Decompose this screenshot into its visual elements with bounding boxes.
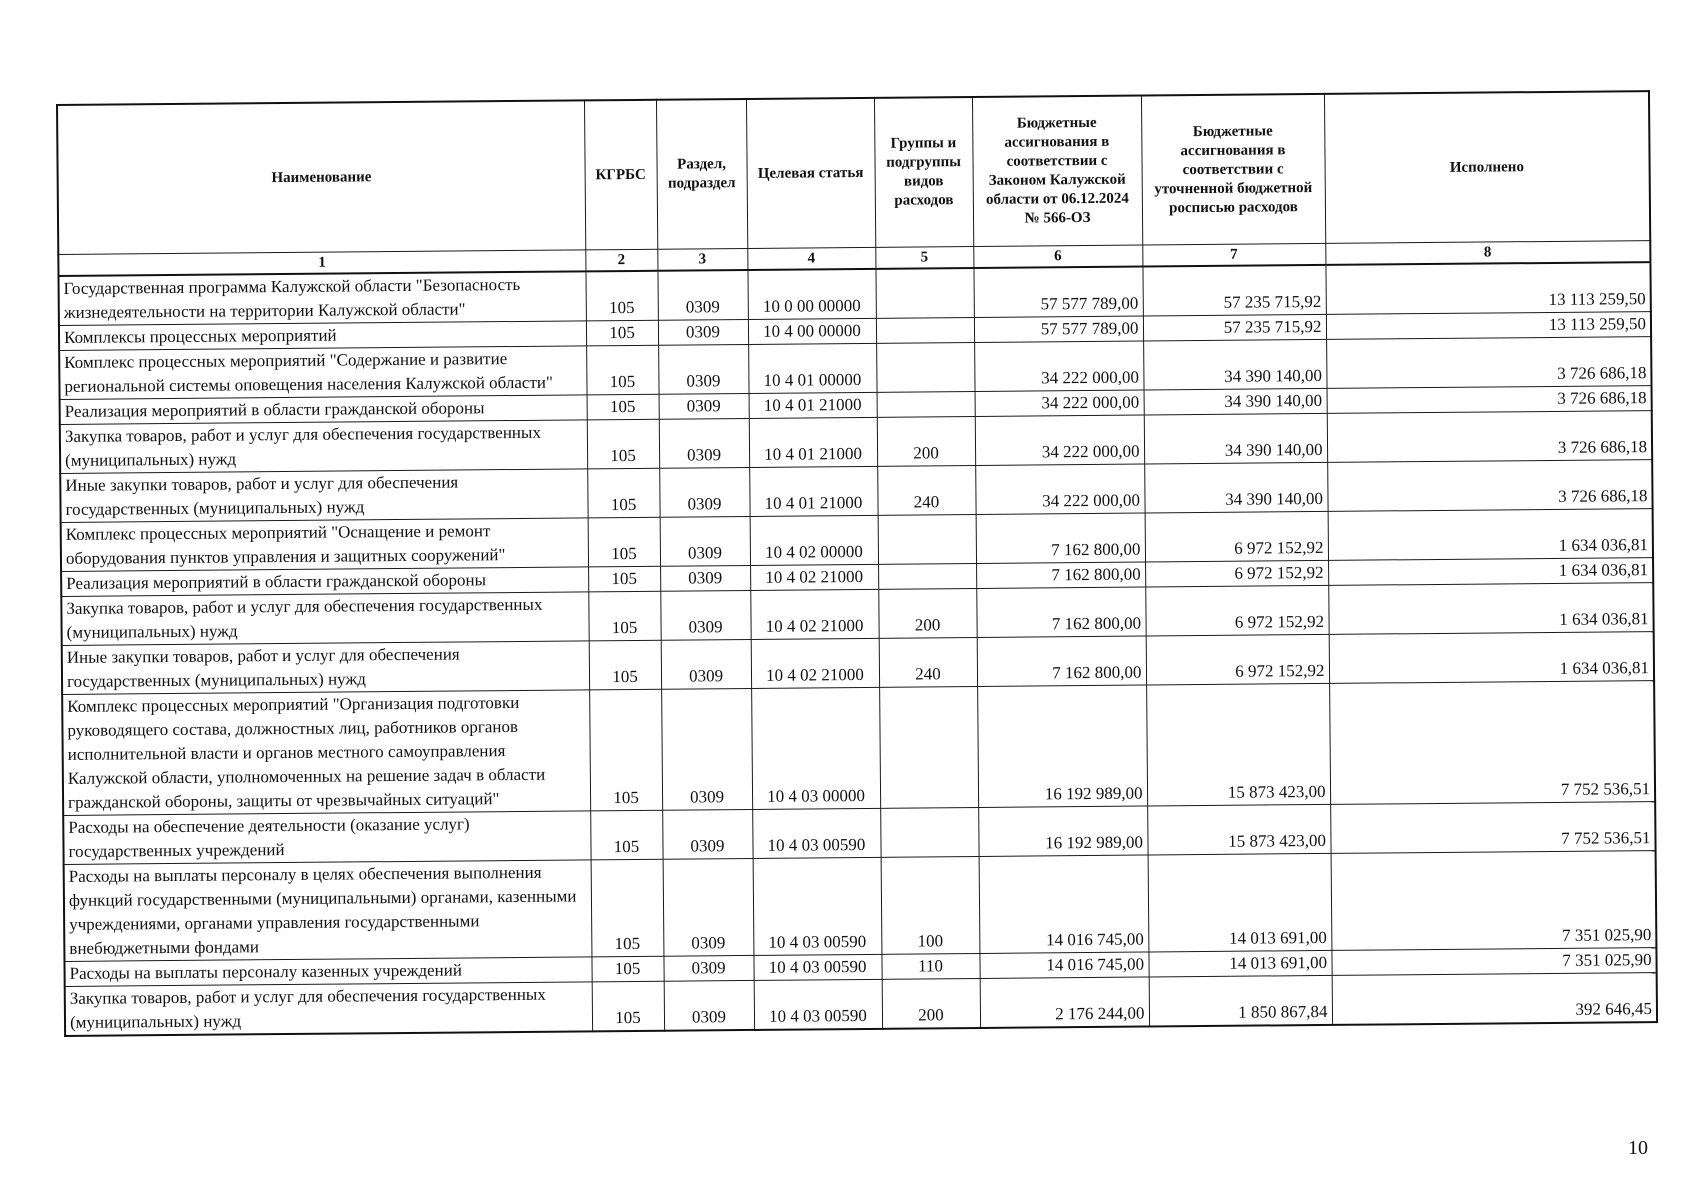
row-name: Комплекс процессных мероприятий "Оснащение и ремонт оборудования пунктов управления и защитных сооружений" <box>61 518 588 572</box>
row-target: 10 4 03 00000 <box>751 687 880 809</box>
budget-table <box>56 90 1658 1037</box>
row-law-amount: 7 162 800,00 <box>977 636 1146 686</box>
header-groups: Группы и подгруппы видов расходов <box>874 97 973 247</box>
row-refined-amount: 6 972 152,92 <box>1145 511 1328 562</box>
row-kgrbs: 105 <box>587 468 659 518</box>
budget-report-sheet <box>56 90 1656 1037</box>
row-group: 200 <box>882 978 980 1028</box>
column-number: 1 <box>58 250 585 276</box>
row-executed-amount: 7 752 536,51 <box>1329 681 1655 805</box>
row-kgrbs: 105 <box>588 517 660 567</box>
header-row <box>57 91 1650 254</box>
column-number: 7 <box>1142 243 1325 266</box>
row-law-amount: 7 162 800,00 <box>976 513 1145 563</box>
row-law-amount: 2 176 244,00 <box>980 977 1149 1028</box>
row-kgrbs: 105 <box>591 956 663 982</box>
row-name: Реализация мероприятий в области гражданской обороны <box>60 395 587 425</box>
row-law-amount: 16 192 989,00 <box>978 806 1147 856</box>
row-target: 10 4 03 00590 <box>754 979 882 1030</box>
row-section: 0309 <box>660 590 750 640</box>
column-number: 2 <box>585 249 657 271</box>
row-section: 0309 <box>659 418 749 468</box>
row-executed-amount: 392 646,45 <box>1332 973 1657 1025</box>
row-law-amount: 14 016 745,00 <box>979 952 1148 978</box>
row-kgrbs: 105 <box>592 981 664 1031</box>
header-target: Целевая статья <box>746 98 875 249</box>
row-section: 0309 <box>660 516 750 566</box>
row-name: Расходы на обеспечение деятельности (оказание услуг) государственных учреждений <box>63 811 590 865</box>
column-number: 3 <box>657 248 747 270</box>
row-executed-amount: 1 634 036,81 <box>1329 632 1654 684</box>
row-law-amount: 7 162 800,00 <box>976 562 1145 588</box>
row-law-amount: 57 577 789,00 <box>973 267 1142 318</box>
row-refined-amount: 34 390 140,00 <box>1144 413 1327 464</box>
row-target: 10 4 03 00590 <box>752 808 880 858</box>
row-refined-amount: 57 235 715,92 <box>1143 314 1326 341</box>
row-group <box>878 514 976 564</box>
row-law-amount: 14 016 745,00 <box>979 855 1149 953</box>
table-header <box>57 91 1650 276</box>
row-law-amount: 57 577 789,00 <box>974 316 1143 342</box>
row-section: 0309 <box>661 688 752 810</box>
row-executed-amount: 13 113 259,50 <box>1325 262 1650 314</box>
table-body <box>59 262 1658 1036</box>
row-group <box>878 563 976 589</box>
row-group <box>877 391 975 417</box>
row-executed-amount: 7 752 536,51 <box>1330 802 1655 854</box>
column-number: 8 <box>1325 241 1650 265</box>
column-number: 4 <box>747 247 875 270</box>
row-name: Иные закупки товаров, работ и услуг для обеспечения государственных (муниципальных) нужд <box>60 469 587 523</box>
row-section: 0309 <box>658 319 748 345</box>
row-executed-amount: 3 726 686,18 <box>1327 411 1652 463</box>
row-target: 10 4 02 21000 <box>750 564 878 590</box>
row-law-amount: 16 192 989,00 <box>977 685 1147 807</box>
row-kgrbs: 105 <box>589 689 662 811</box>
row-law-amount: 34 222 000,00 <box>975 464 1144 514</box>
row-executed-amount: 7 351 025,90 <box>1331 948 1656 976</box>
row-group <box>879 686 978 808</box>
row-refined-amount: 34 390 140,00 <box>1144 462 1327 513</box>
row-refined-amount: 14 013 691,00 <box>1148 950 1331 977</box>
header-kgrbs: КГРБС <box>584 100 657 250</box>
row-law-amount: 34 222 000,00 <box>974 341 1143 391</box>
header-law: Бюджетные ассигнования в соответствии с Законом Калужской области от 06.12.2024 № 566-ОЗ <box>972 96 1142 247</box>
column-number: 5 <box>875 247 973 269</box>
row-refined-amount: 6 972 152,92 <box>1146 634 1329 685</box>
row-law-amount: 34 222 000,00 <box>975 390 1144 416</box>
row-section: 0309 <box>660 565 750 591</box>
row-executed-amount: 3 726 686,18 <box>1326 337 1651 389</box>
row-name: Закупка товаров, работ и услуг для обеспечения государственных (муниципальных) нужд <box>65 982 592 1036</box>
row-kgrbs: 105 <box>585 271 657 321</box>
row-refined-amount: 1 850 867,84 <box>1149 975 1332 1026</box>
row-target: 10 4 03 00590 <box>753 954 881 980</box>
page-number: 10 <box>1628 1137 1648 1159</box>
row-group: 200 <box>878 588 976 638</box>
row-section: 0309 <box>661 639 751 689</box>
row-target: 10 4 01 00000 <box>748 343 876 393</box>
row-kgrbs: 105 <box>588 591 660 641</box>
row-refined-amount: 6 972 152,92 <box>1145 585 1328 636</box>
row-name: Закупка товаров, работ и услуг для обеспечения государственных (муниципальных) нужд <box>61 592 588 646</box>
table-row <box>62 681 1655 816</box>
row-kgrbs: 105 <box>589 640 661 690</box>
row-section: 0309 <box>659 467 749 517</box>
row-group: 200 <box>877 416 975 466</box>
row-target: 10 4 03 00590 <box>753 857 882 955</box>
row-name: Расходы на выплаты персоналу казенных учреждений <box>64 957 591 987</box>
row-group: 240 <box>877 465 975 515</box>
row-kgrbs: 105 <box>587 394 659 420</box>
row-target: 10 4 00 00000 <box>748 318 876 344</box>
row-refined-amount: 15 873 423,00 <box>1146 683 1330 806</box>
column-number: 6 <box>973 245 1142 268</box>
row-section: 0309 <box>664 980 754 1030</box>
row-target: 10 4 01 21000 <box>749 466 877 516</box>
row-name: Расходы на выплаты персоналу в целях обеспечения выполнения функций государственными (муниципальными) органами, казенными учреждениями, органами управления государственными внебюджетными фондами <box>64 860 592 962</box>
row-executed-amount: 3 726 686,18 <box>1327 386 1652 414</box>
table-row <box>64 851 1657 962</box>
row-name: Иные закупки товаров, работ и услуг для обеспечения государственных (муниципальных) нужд <box>62 641 589 695</box>
row-group <box>876 342 974 392</box>
row-target: 10 4 01 21000 <box>749 392 877 418</box>
row-name: Комплекс процессных мероприятий "Содержание и развитие региональной системы оповещения населения Калужской области" <box>59 346 586 400</box>
row-target: 10 4 02 21000 <box>751 638 879 688</box>
row-target: 10 4 02 00000 <box>750 515 878 565</box>
row-refined-amount: 15 873 423,00 <box>1147 804 1330 855</box>
row-kgrbs: 105 <box>591 859 664 957</box>
row-executed-amount: 1 634 036,81 <box>1328 509 1653 561</box>
row-target: 10 0 00 00000 <box>747 269 875 320</box>
row-law-amount: 7 162 800,00 <box>976 587 1145 637</box>
row-executed-amount: 1 634 036,81 <box>1328 583 1653 635</box>
row-group <box>876 317 974 343</box>
row-name: Закупка товаров, работ и услуг для обеспечения государственных (муниципальных) нужд <box>60 420 587 474</box>
row-section: 0309 <box>663 858 754 956</box>
header-refined: Бюджетные ассигнования в соответствии с уточненной бюджетной росписью расходов <box>1141 94 1325 245</box>
row-law-amount: 34 222 000,00 <box>975 415 1144 465</box>
row-name: Комплексы процессных мероприятий <box>59 321 586 351</box>
row-refined-amount: 34 390 140,00 <box>1144 388 1327 415</box>
row-section: 0309 <box>662 809 752 859</box>
row-refined-amount: 34 390 140,00 <box>1143 339 1326 390</box>
row-refined-amount: 14 013 691,00 <box>1148 853 1332 952</box>
row-section: 0309 <box>658 344 748 394</box>
row-kgrbs: 105 <box>586 320 658 346</box>
header-section: Раздел, подраздел <box>656 99 747 249</box>
row-name: Комплекс процессных мероприятий "Организация подготовки руководящего состава, должностных лиц, работников органов исполнительной власти и органов местного самоуправления Калужской области, уполномоченных на решение задач в области гражданской обороны, защиты от чрезвычайных ситуаций" <box>62 690 590 816</box>
row-kgrbs: 105 <box>587 419 659 469</box>
row-refined-amount: 57 235 715,92 <box>1142 265 1325 316</box>
row-section: 0309 <box>663 955 753 981</box>
row-target: 10 4 01 21000 <box>749 417 877 467</box>
row-name: Государственная программа Калужской области "Безопасность жизнедеятельности на территории Калужской области" <box>59 271 586 325</box>
row-group <box>875 268 973 318</box>
row-executed-amount: 7 351 025,90 <box>1331 851 1657 951</box>
row-kgrbs: 105 <box>588 566 660 592</box>
row-kgrbs: 105 <box>586 345 658 395</box>
row-target: 10 4 02 21000 <box>750 589 878 639</box>
row-group: 110 <box>881 953 979 979</box>
row-executed-amount: 13 113 259,50 <box>1326 312 1651 340</box>
row-name: Реализация мероприятий в области гражданской обороны <box>61 567 588 597</box>
row-executed-amount: 3 726 686,18 <box>1327 460 1652 512</box>
row-section: 0309 <box>657 270 747 320</box>
row-group: 100 <box>881 856 980 954</box>
row-group <box>880 807 978 857</box>
row-kgrbs: 105 <box>590 810 662 860</box>
header-name: Наименование <box>57 100 585 254</box>
row-group: 240 <box>879 637 977 687</box>
row-refined-amount: 6 972 152,92 <box>1145 560 1328 587</box>
header-executed: Исполнено <box>1324 91 1650 243</box>
row-section: 0309 <box>659 393 749 419</box>
row-executed-amount: 1 634 036,81 <box>1328 558 1653 586</box>
